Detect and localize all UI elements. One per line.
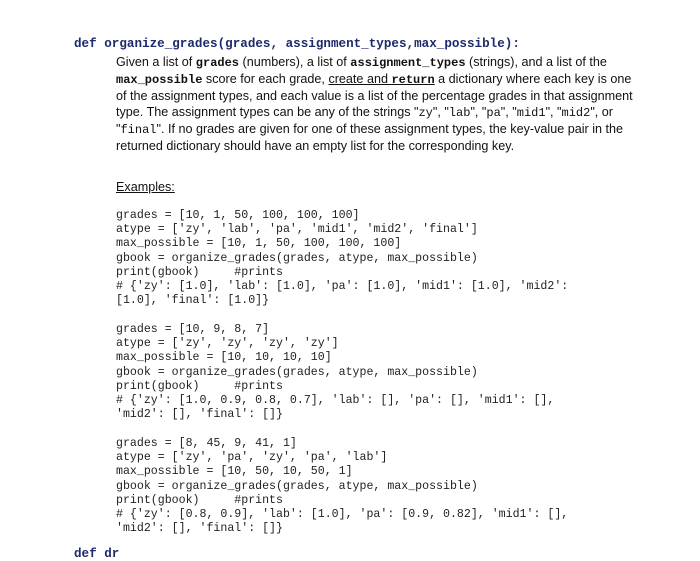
function-description (116, 54, 636, 154)
code-line: # {'zy': [0.8, 0.9], 'lab': [1.0], 'pa': [0.9, 0.82], 'mid1': [], (116, 508, 569, 522)
desc-text-5: a dictionary where each key is one of the assignment types, and each value is a list of the percentage grades in that assignment type. The assignment types can be any of the strings " (116, 72, 633, 119)
code-line: atype = ['zy', 'lab', 'pa', 'mid1', 'mid2', 'final'] (116, 223, 478, 237)
desc-sep-3: ", " (500, 105, 517, 119)
code-mid1: mid1 (516, 106, 546, 120)
desc-sep-1: ", " (432, 105, 449, 119)
code-assignment-types: assignment_types (350, 56, 466, 70)
code-final: final (120, 123, 157, 137)
code-line: print(gbook) #prints (116, 379, 283, 393)
examples-heading: Examples: (116, 180, 175, 194)
code-grades: grades (195, 56, 240, 70)
function-signature: def organize_grades(grades, assignment_types,max_possible): (74, 37, 520, 51)
desc-text-3: (strings), and a list of the (465, 55, 607, 69)
code-return: return (391, 73, 435, 87)
code-line: gbook = organize_grades(grades, atype, max_possible) (116, 479, 478, 493)
desc-text-1: Given a list of (116, 55, 196, 69)
code-line: grades = [10, 9, 8, 7] (116, 323, 270, 336)
code-max-possible: max_possible (116, 73, 203, 87)
code-line: 'mid2': [], 'final': []} (116, 522, 283, 536)
code-zy: zy (418, 106, 433, 120)
desc-text-2: (numbers), a list of (239, 55, 351, 69)
example-code-block-3 (116, 437, 656, 536)
code-line: [1.0], 'final': [1.0]} (116, 294, 270, 308)
code-line: atype = ['zy', 'pa', 'zy', 'pa', 'lab'] (116, 451, 388, 465)
desc-underlined-text: create and (328, 72, 392, 86)
code-line: atype = ['zy', 'zy', 'zy', 'zy'] (116, 337, 339, 351)
create-and-return-phrase (328, 72, 434, 86)
desc-sep-4: ", " (545, 105, 562, 119)
code-line: grades = [10, 1, 50, 100, 100, 100] (116, 209, 360, 222)
code-line: grades = [8, 45, 9, 41, 1] (116, 437, 297, 450)
code-line: gbook = organize_grades(grades, atype, max_possible) (116, 365, 478, 379)
code-line: max_possible = [10, 10, 10, 10] (116, 351, 332, 365)
code-line: # {'zy': [1.0], 'lab': [1.0], 'pa': [1.0], 'mid1': [1.0], 'mid2': (116, 280, 569, 294)
code-pa: pa (486, 106, 501, 120)
desc-text-6: ". If no grades are given for one of these assignment types, the key-value pair in the returned dictionary should have an empty list for the corresponding key. (116, 122, 624, 153)
code-mid2: mid2 (561, 106, 591, 120)
code-line: # {'zy': [1.0, 0.9, 0.8, 0.7], 'lab': [], 'pa': [], 'mid1': [], (116, 394, 555, 408)
code-lab: lab (448, 106, 471, 120)
desc-sep-5: ", or " (116, 105, 613, 136)
example-code-block-2 (116, 323, 656, 422)
next-function-signature-partial: def dr (74, 547, 135, 561)
code-line: max_possible = [10, 1, 50, 100, 100, 100] (116, 237, 402, 251)
code-line: print(gbook) #prints (116, 265, 283, 279)
desc-text-4: score for each grade, (202, 72, 329, 86)
code-line: gbook = organize_grades(grades, atype, max_possible) (116, 251, 478, 265)
example-code-block-1 (116, 209, 656, 308)
code-line: print(gbook) #prints (116, 493, 283, 507)
code-line: max_possible = [10, 50, 10, 50, 1] (116, 465, 353, 479)
code-line: 'mid2': [], 'final': []} (116, 408, 283, 422)
desc-sep-2: ", " (470, 105, 487, 119)
